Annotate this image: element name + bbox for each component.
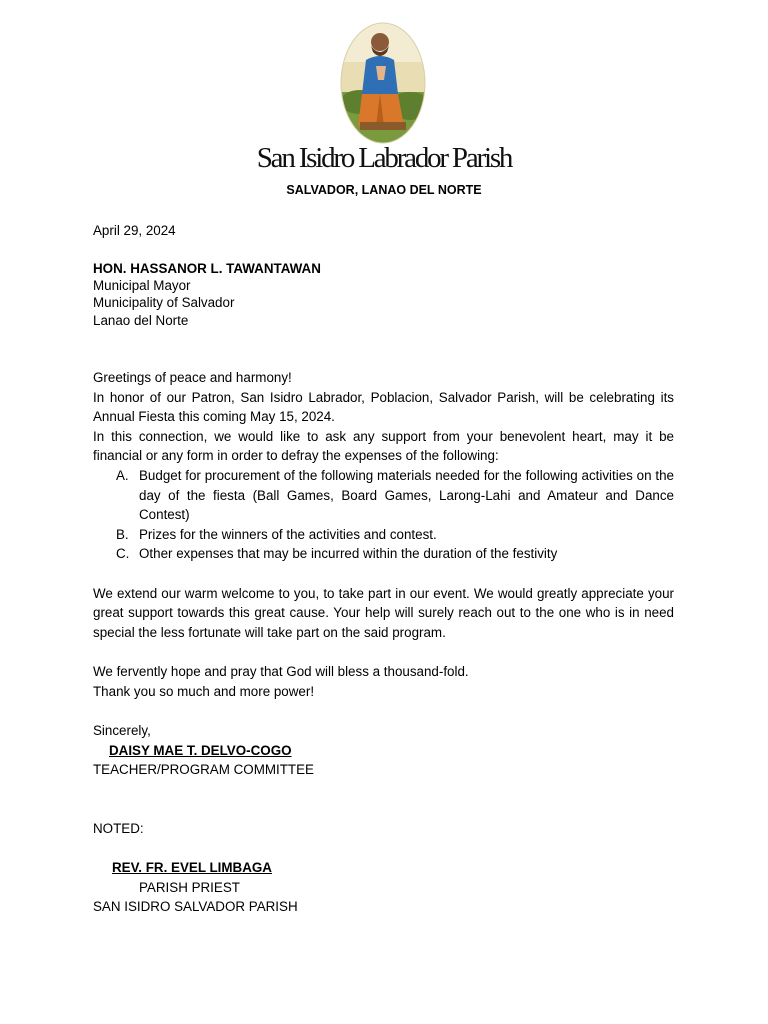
signatory-name: DAISY MAE T. DELVO-COGO [109,742,292,758]
recipient-title: Municipal Mayor [93,278,191,294]
hope-line: We fervently hope and pray that God will bless a thousand-fold. [93,663,469,679]
spacer [93,701,674,721]
spacer [93,839,674,859]
recipient-province: Lanao del Norte [93,312,189,328]
list-marker: A. [116,467,129,483]
spacer [93,721,674,741]
spacer [93,780,674,800]
letter-body [93,368,674,740]
list-item [93,466,674,525]
noted-parish: SAN ISIDRO SALVADOR PARISH [93,899,298,915]
letter-date: April 29, 2024 [93,223,176,238]
signature-block [93,721,674,917]
closing: Sincerely, [93,722,151,738]
parish-name: San Isidro Labrador Parish [256,142,512,174]
noted-label: NOTED: [93,820,144,836]
recipient-block [93,260,674,329]
patron-saint-icon [340,22,426,144]
spacer [93,799,674,819]
expense-list [93,466,674,564]
spacer [93,642,674,662]
request-paragraph: In this connection, we would like to ask any support from your benevolent heart, may it be financial or any form in order to defray the expenses of the following: [93,428,674,464]
thanks-line: Thank you so much and more power! [93,683,315,699]
intro-paragraph: In honor of our Patron, San Isidro Labrador, Poblacion, Salvador Parish, will be celebrating its Annual Fiesta this coming May 15, 2024. [93,389,674,425]
recipient-office: Municipality of Salvador [93,295,235,311]
list-item-text: Budget for procurement of the following materials needed for the following activities on the day of the fiesta (Ball Games, Board Games, Larong-Lahi and Amateur and Dance Contest) [139,467,674,523]
noted-name: REV. FR. EVEL LIMBAGA [112,860,272,876]
recipient-name: HON. HASSANOR L. TAWANTAWAN [93,261,321,276]
welcome-paragraph: We extend our warm welcome to you, to take part in our event. We would greatly appreciate your great support towards this great cause. Your help will surely reach out to the one who is in need special the less fortunate will take part on the said program. [93,585,674,640]
list-marker: B. [116,526,129,542]
spacer [93,564,674,584]
list-item [93,544,674,564]
parish-location: SALVADOR, LANAO DEL NORTE [286,183,482,197]
signatory-title: TEACHER/PROGRAM COMMITTEE [93,762,314,778]
list-item-text: Prizes for the winners of the activities and contest. [139,526,437,542]
greeting: Greetings of peace and harmony! [93,370,292,385]
list-item [93,525,674,545]
list-marker: C. [116,546,130,562]
noted-title: PARISH PRIEST [139,879,240,895]
list-item-text: Other expenses that may be incurred within the duration of the festivity [139,546,558,562]
